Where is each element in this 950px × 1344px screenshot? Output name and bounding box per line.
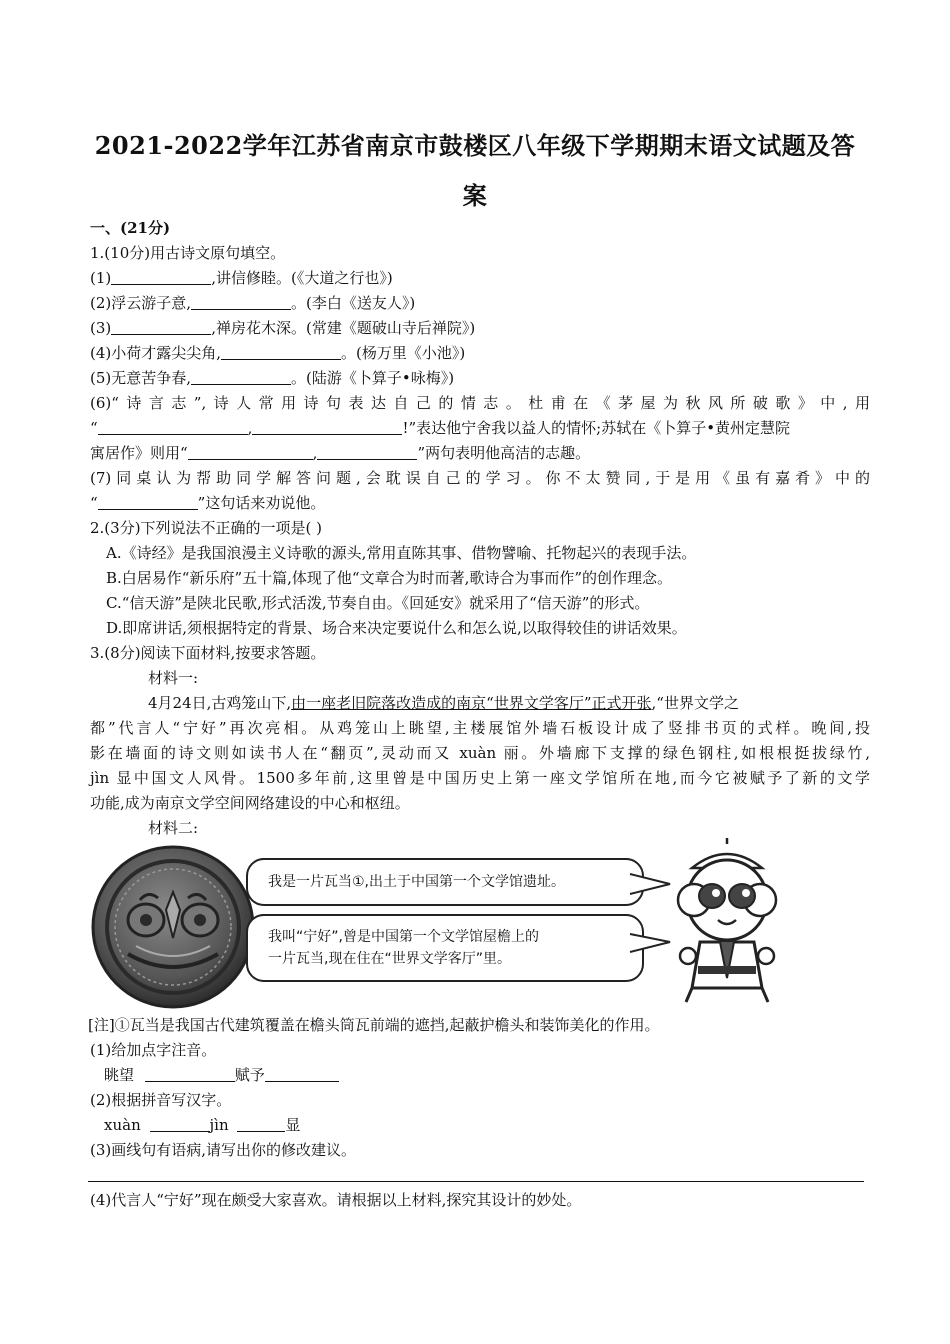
q3-stem: 3.(8分)阅读下面材料,按要求答题。 — [90, 644, 326, 662]
material-1-para-line-1 — [148, 693, 870, 713]
material-1-para-line-5: 功能,成为南京文学空间网络建设的中心和枢纽。 — [90, 794, 410, 812]
speech-bubble-2-line-2: 一片瓦当,现在住在“世界文学客厅”里。 — [268, 951, 511, 967]
q3-sub-2-answers — [104, 1115, 884, 1135]
quote-open: “ — [90, 494, 98, 512]
mascot-icon — [662, 838, 792, 1006]
material-2-label: 材料二: — [148, 819, 199, 837]
q1-item-6-text: !”表达他宁舍我以益人的情怀;苏轼在《卜算子•黄州定慧院 — [402, 419, 791, 437]
material-1-para-line-4: jìn 显中国文人风骨。1500多年前,这里曾是中国历史上第一座文学馆所在地,而今它被赋予了新的文学 — [90, 769, 870, 787]
q1-item-7-line-1: (7)同桌认为帮助同学解答问题,会耽误自己的学习。你不太赞同,于是用《虽有嘉肴》中的 — [90, 469, 870, 487]
q2-option-c[interactable]: C.“信天游”是陕北民歌,形式活泼,节奏自由。《回延安》就采用了“信天游”的形式。 — [106, 594, 650, 612]
underlined-sentence: 由一座老旧院落改造成的南京“世界文学客厅”正式开张 — [291, 694, 652, 712]
answer-blank[interactable] — [317, 444, 417, 460]
char-xian: 显 — [285, 1116, 301, 1134]
speech-bubble-1-text: 我是一片瓦当①,出土于中国第一个文学馆遗址。 — [268, 874, 565, 890]
q1-item-3 — [90, 318, 870, 338]
answer-blank[interactable] — [145, 1066, 235, 1082]
answer-blank[interactable] — [98, 419, 248, 435]
pinyin-jin: jìn — [209, 1116, 229, 1134]
q1-item-4-text: (4)小荷才露尖尖角, — [90, 344, 222, 362]
q1-item-2-source: 。(李白《送友人》) — [291, 294, 416, 312]
q1-item-7-text: ”这句话来劝说他。 — [197, 494, 326, 512]
q3-sub-3: (3)画线句有语病,请写出你的修改建议。 — [90, 1141, 357, 1159]
answer-blank[interactable] — [150, 1116, 210, 1132]
material-1-text: 4月24日,古鸡笼山下, — [148, 694, 292, 712]
answer-blank[interactable] — [111, 269, 211, 285]
roof-tile-icon — [88, 842, 258, 1012]
q2-option-d[interactable]: D.即席讲话,须根据特定的背景、场合来决定要说什么和怎么说,以取得较佳的讲话效果。 — [106, 619, 687, 637]
q1-item-6-text: ”两句表明他高洁的志趣。 — [417, 444, 591, 462]
q1-item-3-number: (3) — [90, 319, 112, 337]
q3-sub-1: (1)给加点字注音。 — [90, 1041, 217, 1059]
material-1-para-line-3: 影在墙面的诗文则如读书人在“翻页”,灵动而又 xuàn 丽。外墙廊下支撑的绿色钢柱,如根根挺拔绿竹, — [90, 744, 870, 762]
q1-stem: 1.(10分)用古诗文原句填空。 — [90, 244, 286, 262]
footnote: [注]①瓦当是我国古代建筑覆盖在檐头筒瓦前端的遮挡,起蔽护檐头和装饰美化的作用。 — [88, 1016, 660, 1034]
q1-item-6-line-2 — [90, 418, 870, 438]
q1-item-5-text: (5)无意苦争春, — [90, 369, 192, 387]
q1-item-2 — [90, 293, 870, 313]
answer-blank[interactable] — [237, 1116, 285, 1132]
q3-sub-4: (4)代言人“宁好”现在颇受大家喜欢。请根据以上材料,探究其设计的妙处。 — [90, 1191, 582, 1209]
q3-sub-1-answers — [104, 1065, 884, 1085]
q2-stem: 2.(3分)下列说法不正确的一项是( ) — [90, 519, 323, 537]
q1-item-1 — [90, 268, 870, 288]
q1-item-2-text: (2)浮云游子意, — [90, 294, 192, 312]
answer-line[interactable] — [88, 1181, 864, 1182]
q1-item-3-text: ,禅房花木深。(常建《题破山寺后禅院》) — [211, 319, 476, 337]
q1-item-6-line-3 — [90, 443, 870, 463]
q2-option-a[interactable]: A.《诗经》是我国浪漫主义诗歌的源头,常用直陈其事、借物譬喻、托物起兴的表现手法。 — [106, 544, 697, 562]
answer-blank[interactable] — [191, 369, 291, 385]
material-1-text: ,“世界文学之 — [651, 694, 739, 712]
word-fuyu: 赋予 — [234, 1066, 265, 1084]
material-1-label: 材料一: — [148, 669, 199, 687]
q1-item-7-line-2 — [90, 493, 870, 513]
q1-item-1-number: (1) — [90, 269, 112, 287]
material-1-para-line-2: 都”代言人“宁好”再次亮相。从鸡笼山上眺望,主楼展馆外墙石板设计成了竖排书页的式样。晚间,投 — [90, 719, 870, 737]
q1-item-4-source: 。(杨万里《小池》) — [341, 344, 466, 362]
answer-blank[interactable] — [111, 319, 211, 335]
speech-bubble-1 — [246, 858, 644, 906]
q2-option-b[interactable]: B.白居易作“新乐府”五十篇,体现了他“文章合为时而著,歌诗合为事而作”的创作理念。 — [106, 569, 673, 587]
pinyin-xuan: xuàn — [104, 1116, 141, 1134]
page-title: 2021-2022学年江苏省南京市鼓楼区八年级下学期期末语文试题及答 — [94, 131, 856, 160]
q1-item-5 — [90, 368, 870, 388]
page-title-continued: 案 — [462, 181, 488, 210]
answer-blank[interactable] — [98, 494, 198, 510]
q3-sub-2: (2)根据拼音写汉字。 — [90, 1091, 232, 1109]
q1-item-4 — [90, 343, 870, 363]
quote-open: “ — [90, 419, 98, 437]
word-tiaowang: 眺望 — [104, 1066, 135, 1084]
comma: , — [247, 419, 253, 437]
section-heading: 一、(21分) — [90, 219, 171, 237]
answer-blank[interactable] — [191, 294, 291, 310]
answer-blank[interactable] — [188, 444, 313, 460]
speech-bubble-2 — [246, 914, 644, 982]
q1-item-5-source: 。(陆游《卜算子•咏梅》) — [291, 369, 455, 387]
comma: , — [312, 444, 318, 462]
speech-bubble-2-line-1: 我叫“宁好”,曾是中国第一个文学馆屋檐上的 — [268, 929, 539, 945]
q1-item-6-line-1: (6)“诗言志”,诗人常用诗句表达自己的情志。杜甫在《茅屋为秋风所破歌》中,用 — [90, 394, 870, 412]
answer-blank[interactable] — [221, 344, 341, 360]
q1-item-6-text: 寓居作》则用“ — [90, 444, 188, 462]
answer-blank[interactable] — [252, 419, 402, 435]
answer-blank[interactable] — [265, 1066, 339, 1082]
q1-item-1-text: ,讲信修睦。(《大道之行也》) — [211, 269, 393, 287]
